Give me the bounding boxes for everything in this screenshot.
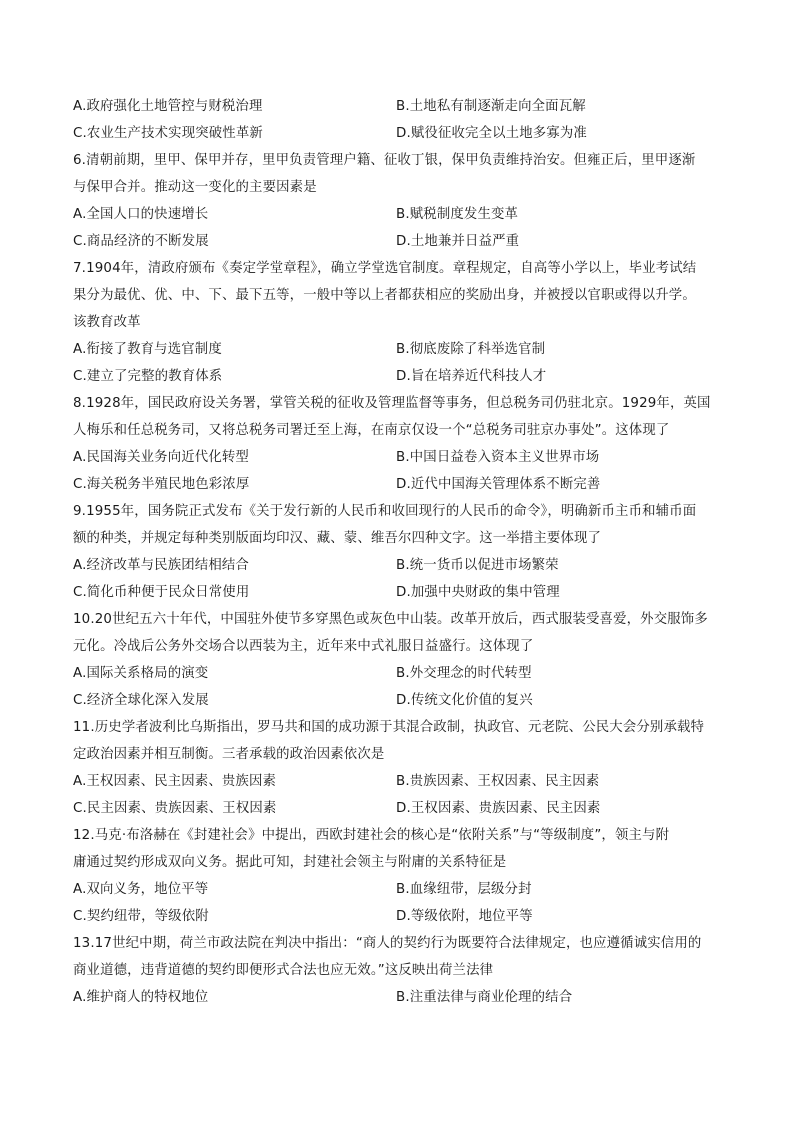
option-c[interactable]: C.农业生产技术实现突破性革新	[73, 126, 263, 141]
option-d[interactable]: D.传统文化价值的复兴	[396, 693, 533, 708]
option-d[interactable]: D.加强中央财政的集中管理	[396, 585, 560, 600]
question-stem-line: 元化。冷战后公务外交场合以西装为主，近年来中式礼服日益盛行。这体现了	[73, 639, 534, 654]
option-b[interactable]: B.注重法律与商业伦理的结合	[396, 990, 573, 1005]
question-stem-line: 10.20世纪五六十年代，中国驻外使节多穿黑色或灰色中山装。改革开放后，西式服装受喜爱，外交服饰多	[73, 612, 708, 627]
option-b[interactable]: B.血缘纽带，层级分封	[396, 882, 532, 897]
option-a[interactable]: A.衔接了教育与选官制度	[73, 342, 222, 357]
question-6	[73, 147, 733, 255]
question-11	[73, 714, 733, 822]
question-stem-line: 12.马克·布洛赫在《封建社会》中提出，西欧封建社会的核心是“依附关系”与“等级制度”，领主与附	[73, 828, 670, 843]
option-b[interactable]: B.土地私有制逐渐走向全面瓦解	[396, 99, 586, 114]
question-stem-line: 6.清朝前期，里甲、保甲并存，里甲负责管理户籍、征收丁银，保甲负责维持治安。但雍正后，里甲逐渐	[73, 153, 696, 168]
question-stem-line: 额的种类，并规定每种类别版面均印汉、藏、蒙、维吾尔四种文字。这一举措主要体现了	[73, 531, 602, 546]
option-d[interactable]: D.近代中国海关管理体系不断完善	[396, 477, 601, 492]
option-a[interactable]: A.民国海关业务向近代化转型	[73, 450, 249, 465]
question-stem-line: 定政治因素并相互制衡。三者承载的政治因素依次是	[73, 747, 385, 762]
question-stem-line: 7.1904年，清政府颁布《奏定学堂章程》，确立学堂选官制度。章程规定，自高等小学以上，毕业考试结	[73, 261, 697, 276]
question-stem-line: 庸通过契约形成双向义务。据此可知，封建社会领主与附庸的关系特征是	[73, 855, 507, 870]
option-a[interactable]: A.经济改革与民族团结相结合	[73, 558, 249, 573]
question-stem-line: 11.历史学者波利比乌斯指出，罗马共和国的成功源于其混合政制，执政官、元老院、公民大会分别承载特	[73, 720, 705, 735]
option-c[interactable]: C.海关税务半殖民地色彩浓厚	[73, 477, 250, 492]
option-d[interactable]: D.赋役征收完全以土地多寡为准	[396, 126, 587, 141]
question-8	[73, 390, 733, 498]
question-stem-line: 9.1955年，国务院正式发布《关于发行新的人民币和收回现行的人民币的命令》，明确新币主币和辅币面	[73, 504, 697, 519]
option-a[interactable]: A.王权因素、民主因素、贵族因素	[73, 774, 277, 789]
question-5-options	[73, 93, 733, 147]
option-b[interactable]: B.中国日益卷入资本主义世界市场	[396, 450, 600, 465]
question-13	[73, 930, 733, 1011]
option-c[interactable]: C.契约纽带，等级依附	[73, 909, 209, 924]
question-7	[73, 255, 733, 390]
option-a[interactable]: A.双向义务，地位平等	[73, 882, 209, 897]
option-b[interactable]: B.统一货币以促进市场繁荣	[396, 558, 559, 573]
option-c[interactable]: C.商品经济的不断发展	[73, 234, 209, 249]
question-stem-line: 8.1928年，国民政府设关务署，掌管关税的征收及管理监督等事务，但总税务司仍驻北京。1929年，英国	[73, 396, 711, 411]
option-b[interactable]: B.外交理念的时代转型	[396, 666, 532, 681]
option-b[interactable]: B.贵族因素、王权因素、民主因素	[396, 774, 600, 789]
question-stem-line: 与保甲合并。推动这一变化的主要因素是	[73, 180, 317, 195]
option-a[interactable]: A.国际关系格局的演变	[73, 666, 209, 681]
question-stem-line: 人梅乐和任总税务司，又将总税务司署迁至上海，在南京仅设一个“总税务司驻京办事处”。这体现了	[73, 423, 670, 438]
question-stem-line: 商业道德，违背道德的契约即便形式合法也应无效。”这反映出荷兰法律	[73, 963, 494, 978]
question-12	[73, 822, 733, 930]
question-stem-line: 该教育改革	[73, 315, 141, 330]
option-c[interactable]: C.民主因素、贵族因素、王权因素	[73, 801, 277, 816]
option-b[interactable]: B.彻底废除了科举选官制	[396, 342, 546, 357]
question-stem-line: 果分为最优、优、中、下、最下五等，一般中等以上者都获相应的奖励出身，并被授以官职或得以升学。	[73, 288, 696, 303]
option-d[interactable]: D.旨在培养近代科技人才	[396, 369, 547, 384]
option-a[interactable]: A.全国人口的快速增长	[73, 207, 209, 222]
question-9	[73, 498, 733, 606]
option-b[interactable]: B.赋税制度发生变革	[396, 207, 519, 222]
option-a[interactable]: A.政府强化土地管控与财税治理	[73, 99, 263, 114]
option-c[interactable]: C.简化币种便于民众日常使用	[73, 585, 250, 600]
question-stem-line: 13.17世纪中期，荷兰市政法院在判决中指出：“商人的契约行为既要符合法律规定，也应遵循诚实信用的	[73, 936, 702, 951]
exam-page	[73, 93, 733, 1011]
option-d[interactable]: D.土地兼并日益严重	[396, 234, 520, 249]
question-10	[73, 606, 733, 714]
option-d[interactable]: D.王权因素、贵族因素、民主因素	[396, 801, 601, 816]
option-d[interactable]: D.等级依附，地位平等	[396, 909, 533, 924]
option-c[interactable]: C.建立了完整的教育体系	[73, 369, 223, 384]
option-c[interactable]: C.经济全球化深入发展	[73, 693, 209, 708]
option-a[interactable]: A.维护商人的特权地位	[73, 990, 209, 1005]
